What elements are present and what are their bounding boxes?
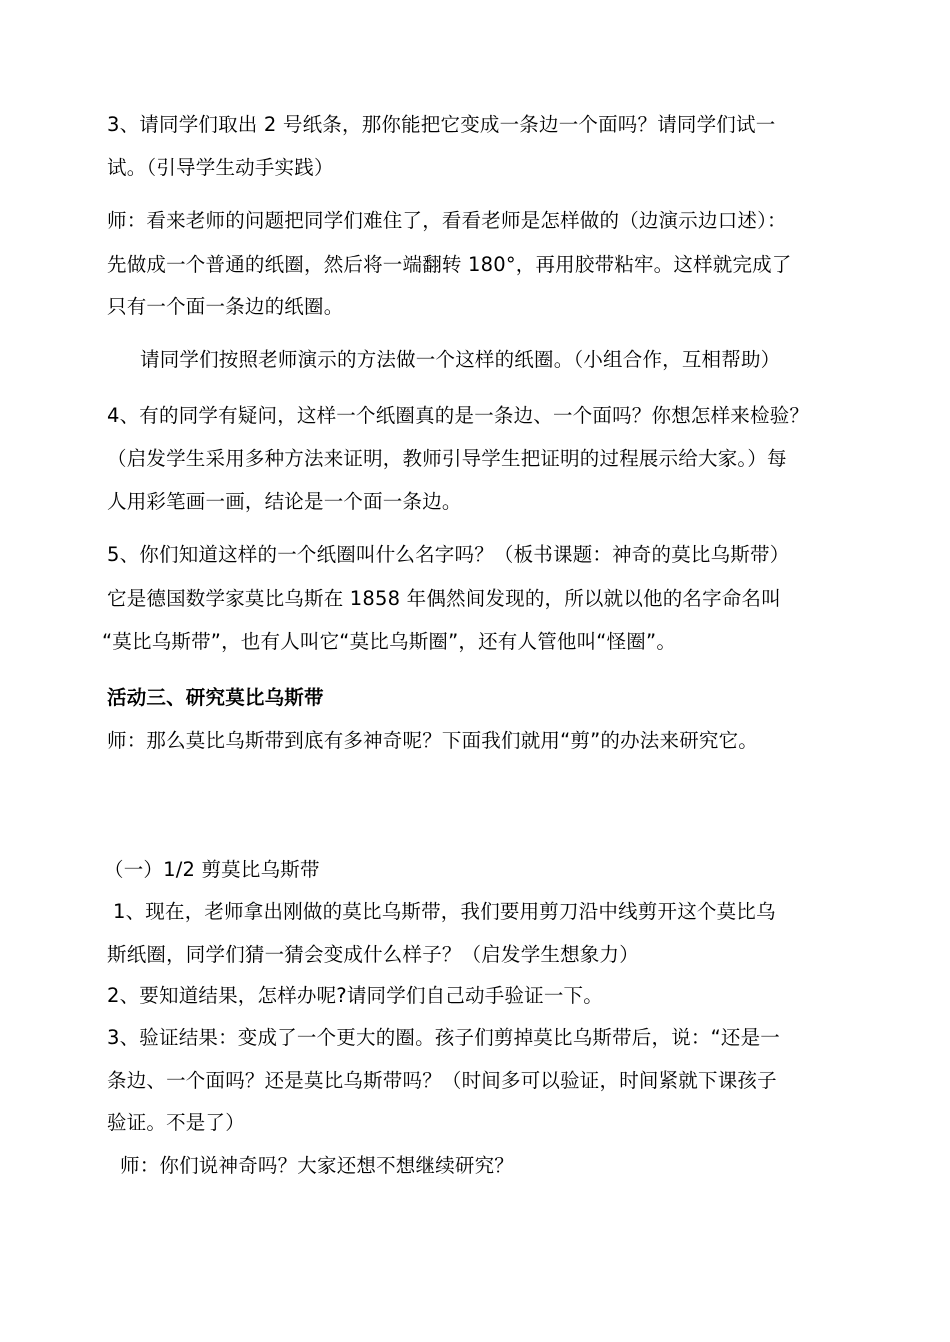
paragraph-cut-step1-line2: 斯纸圈，同学们猜一猜会变成什么样子？（启发学生想象力） <box>107 943 639 966</box>
paragraph-step3-line1: 3、请同学们取出 2 号纸条，那你能把它变成一条边一个面吗？请同学们试一 <box>107 113 776 136</box>
paragraph-step4-line3: 人用彩笔画一画，结论是一个面一条边。 <box>107 490 462 513</box>
paragraph-cut-step3-line1: 3、验证结果：变成了一个更大的圈。孩子们剪掉莫比乌斯带后，说：“还是一 <box>107 1026 781 1049</box>
section-heading-activity3: 活动三、研究莫比乌斯带 <box>107 686 324 709</box>
paragraph-teacher-question: 师：你们说神奇吗？大家还想不想继续研究？ <box>120 1154 515 1177</box>
subsection-heading-half-cut: （一）1/2 剪莫比乌斯带 <box>104 858 320 881</box>
paragraph-teacher-demo-line1: 师：看来老师的问题把同学们难住了，看看老师是怎样做的（边演示边口述）： <box>107 209 787 232</box>
paragraph-teacher-demo-line2: 先做成一个普通的纸圈，然后将一端翻转 180°，再用胶带粘牢。这样就完成了 <box>107 253 792 276</box>
paragraph-cut-step1-line1: 1、现在，老师拿出刚做的莫比乌斯带，我们要用剪刀沿中线剪开这个莫比乌 <box>113 900 776 923</box>
paragraph-step5-line2: 它是德国数学家莫比乌斯在 1858 年偶然间发现的，所以就以他的名字命名叫 <box>107 587 781 610</box>
paragraph-cut-step2: 2、要知道结果，怎样办呢?请同学们自己动手验证一下。 <box>107 984 603 1007</box>
paragraph-step4-line1: 4、有的同学有疑问，这样一个纸圈真的是一条边、一个面吗？你想怎样来检验？ <box>107 404 810 427</box>
paragraph-cut-step3-line2: 条边、一个面吗？还是莫比乌斯带吗？（时间多可以验证，时间紧就下课孩子 <box>107 1069 777 1092</box>
paragraph-group-work: 请同学们按照老师演示的方法做一个这样的纸圈。（小组合作，互相帮助） <box>140 348 781 371</box>
paragraph-activity3-intro: 师：那么莫比乌斯带到底有多神奇呢？下面我们就用“剪”的办法来研究它。 <box>107 729 759 752</box>
paragraph-step3-line2: 试。（引导学生动手实践） <box>107 156 334 179</box>
paragraph-teacher-demo-line3: 只有一个面一条边的纸圈。 <box>107 295 344 318</box>
paragraph-step4-line2: （启发学生采用多种方法来证明，教师引导学生把证明的过程展示给大家。）每 <box>107 447 787 470</box>
paragraph-step5-line3: “莫比乌斯带”，也有人叫它“莫比乌斯圈”，还有人管他叫“怪圈”。 <box>102 630 677 653</box>
paragraph-cut-step3-line3: 验证。不是了） <box>107 1111 245 1134</box>
paragraph-step5-line1: 5、你们知道这样的一个纸圈叫什么名字吗？（板书课题：神奇的莫比乌斯带） <box>107 543 790 566</box>
